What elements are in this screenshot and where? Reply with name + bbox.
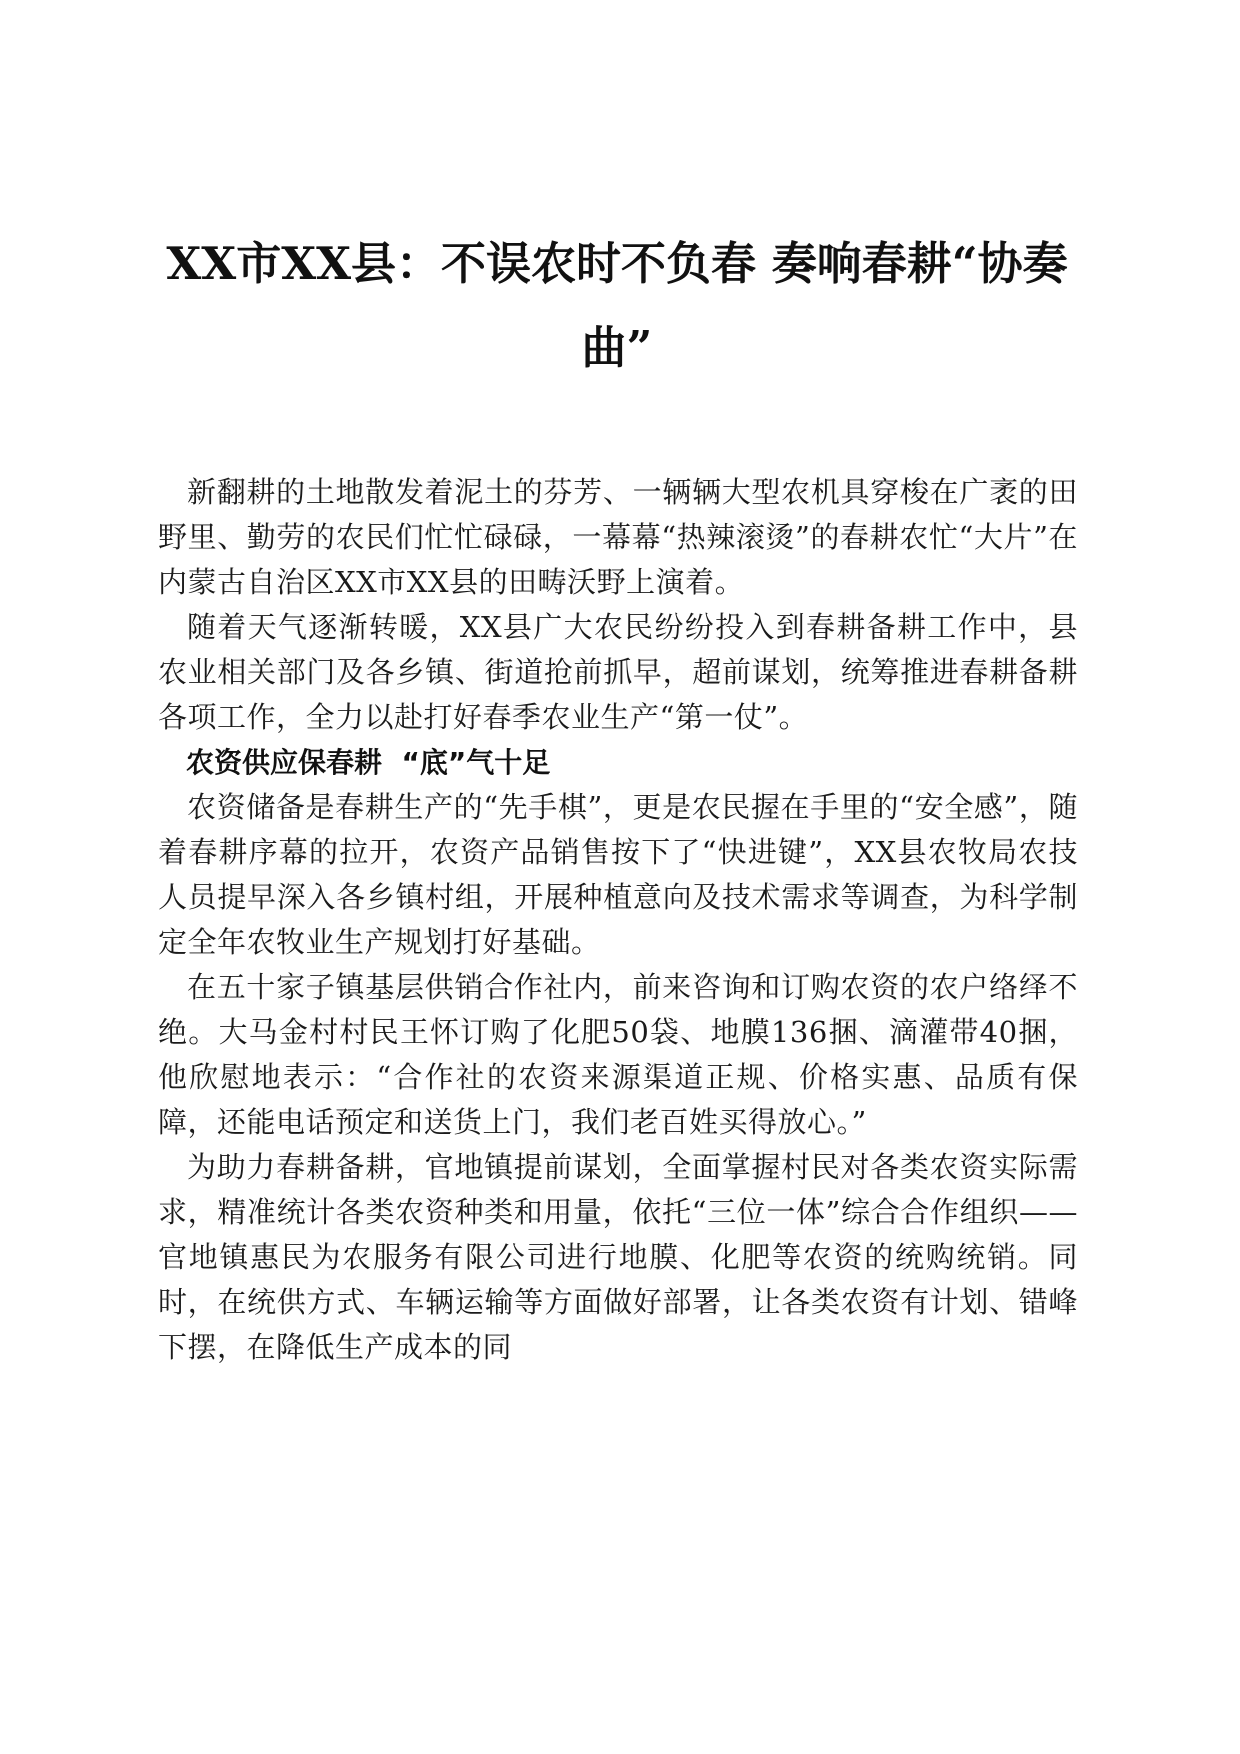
- document-title: XX市XX县：不误农时不负春 奏响春耕“协奏曲”: [166, 237, 1068, 374]
- paragraph-cooperative: 在五十家子镇基层供销合作社内，前来咨询和订购农资的农户络绎不绝。大马金村村民王怀订购了化肥50袋、地膜136捆、滴灌带40捆，他欣慰地表示：“合作社的农资来源渠道正规、价格实惠、品质有保障，还能电话预定和送货上门，我们老百姓买得放心。”: [158, 970, 1078, 1139]
- paragraph-intro: 新翻耕的土地散发着泥土的芬芳、一辆辆大型农机具穿梭在广袤的田野里、勤劳的农民们忙忙碌碌，一幕幕“热辣滚烫”的春耕农忙“大片”在内蒙古自治区XX市XX县的田畴沃野上演着。: [158, 475, 1078, 599]
- section-heading: 农资供应保春耕 “底”气十足: [186, 746, 551, 779]
- paragraph-overview: 随着天气逐渐转暖，XX县广大农民纷纷投入到春耕备耕工作中，县农业相关部门及各乡镇、街道抢前抓早，超前谋划，统筹推进春耕备耕各项工作，全力以赴打好春季农业生产“第一仗”。: [158, 610, 1078, 734]
- paragraph-guandi-town: 为助力春耕备耕，官地镇提前谋划，全面掌握村民对各类农资实际需求，精准统计各类农资种类和用量，依托“三位一体”综合合作组织——官地镇惠民为农服务有限公司进行地膜、化肥等农资的统购统销。同时，在统供方式、车辆运输等方面做好部署，让各类农资有计划、错峰下摆，在降低生产成本的同: [158, 1150, 1078, 1364]
- paragraph-supplies: 农资储备是春耕生产的“先手棋”，更是农民握在手里的“安全感”，随着春耕序幕的拉开，农资产品销售按下了“快进键”，XX县农牧局农技人员提早深入各乡镇村组，开展种植意向及技术需求等调查，为科学制定全年农牧业生产规划打好基础。: [158, 790, 1078, 959]
- document-body: [158, 470, 1078, 1370]
